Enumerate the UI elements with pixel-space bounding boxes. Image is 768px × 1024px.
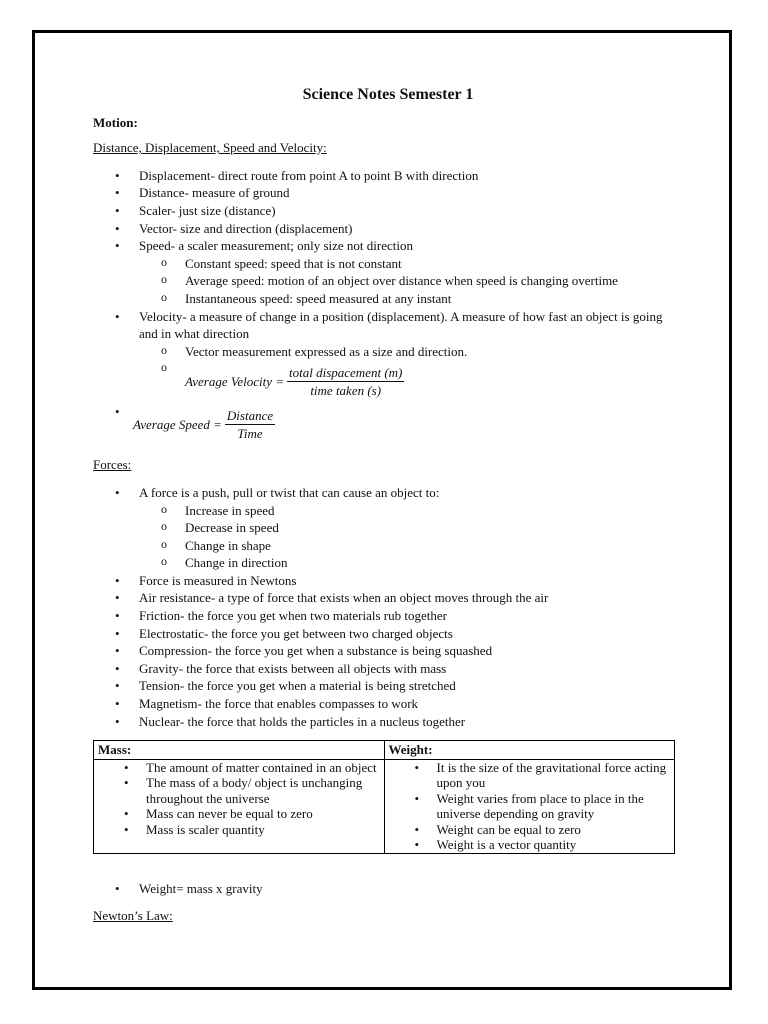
velocity-text: Velocity- a measure of change in a position (displacement). A measure of how fast an object is going and in what direction bbox=[139, 308, 663, 342]
velocity-sublist bbox=[139, 343, 683, 404]
list-item: • Compression- the force you get when a substance is being squashed bbox=[93, 642, 683, 660]
list-item: • Force is measured in Newtons bbox=[93, 572, 683, 590]
sub-list-item: o Instantaneous speed: speed measured at any instant bbox=[139, 290, 683, 308]
avg-velocity-numerator: total dispacement (m) bbox=[289, 365, 403, 381]
list-item: • Nuclear- the force that holds the particles in a nucleus together bbox=[93, 713, 683, 731]
speed-sublist bbox=[139, 255, 683, 308]
sub-list-item: o Constant speed: speed that is not constant bbox=[139, 255, 683, 273]
force-effects-sublist bbox=[139, 502, 683, 572]
list-item: • Tension- the force you get when a material is being stretched bbox=[93, 677, 683, 695]
avg-velocity-lhs: o Average Velocity = bbox=[185, 374, 285, 390]
motion-list bbox=[93, 167, 683, 447]
motion-heading: Motion: bbox=[93, 114, 138, 130]
avg-speed-lhs: • Average Speed = bbox=[133, 417, 222, 433]
avg-speed-fraction bbox=[225, 407, 275, 442]
list-item: • Scaler- just size (distance) bbox=[93, 202, 683, 220]
mass-weight-table bbox=[93, 740, 675, 854]
table-list-item: • Mass can never be equal to zero bbox=[98, 806, 380, 822]
list-item-speed bbox=[93, 237, 683, 307]
list-item: • Friction- the force you get when two materials rub together bbox=[93, 607, 683, 625]
section-heading-distance: Distance, Displacement, Speed and Velocity: bbox=[93, 140, 327, 156]
section-heading-forces: Forces: bbox=[93, 457, 132, 473]
weight-header: Weight: bbox=[384, 741, 675, 760]
list-item: • Vector- size and direction (displacement) bbox=[93, 220, 683, 238]
avg-speed-equation bbox=[93, 403, 683, 446]
list-item-force-intro bbox=[93, 484, 683, 572]
avg-speed-denominator: Time bbox=[237, 426, 263, 442]
weight-cell bbox=[384, 759, 675, 853]
table-list-item: • The amount of matter contained in an object bbox=[98, 760, 380, 776]
sub-list-item: o Increase in speed bbox=[139, 502, 683, 520]
sub-list-item: o Vector measurement expressed as a size and direction. bbox=[139, 343, 683, 361]
page-title: Science Notes Semester 1 bbox=[302, 86, 474, 103]
sub-list-item: o Change in direction bbox=[139, 554, 683, 572]
list-item: • Displacement- direct route from point A to point B with direction bbox=[93, 167, 683, 185]
weight-formula: • Weight= mass x gravity bbox=[93, 880, 683, 898]
table-list-item: • The mass of a body/ object is unchanging throughout the universe bbox=[98, 775, 380, 806]
list-item: • Magnetism- the force that enables compasses to work bbox=[93, 695, 683, 713]
table-list-item: • It is the size of the gravitational force acting upon you bbox=[389, 760, 671, 791]
sub-list-item: o Decrease in speed bbox=[139, 519, 683, 537]
table-list-item: • Weight varies from place to place in the universe depending on gravity bbox=[389, 791, 671, 822]
avg-velocity-denominator: time taken (s) bbox=[310, 383, 382, 399]
table-list-item: • Mass is scaler quantity bbox=[98, 822, 380, 838]
document-body bbox=[93, 86, 683, 935]
list-item: • Electrostatic- the force you get between two charged objects bbox=[93, 625, 683, 643]
weight-formula-list bbox=[93, 880, 683, 898]
avg-velocity-fraction bbox=[287, 364, 404, 399]
mass-cell bbox=[94, 759, 385, 853]
list-item-velocity bbox=[93, 308, 683, 404]
sub-list-item: o Change in shape bbox=[139, 537, 683, 555]
forces-list bbox=[93, 484, 683, 730]
list-item: • Air resistance- a type of force that exists when an object moves through the air bbox=[93, 589, 683, 607]
list-item: • Distance- measure of ground bbox=[93, 184, 683, 202]
section-heading-newtons-law: Newton’s Law: bbox=[93, 908, 173, 924]
list-item: • Gravity- the force that exists between all objects with mass bbox=[93, 660, 683, 678]
avg-speed-numerator: Distance bbox=[226, 408, 274, 424]
table-list-item: • Weight is a vector quantity bbox=[389, 837, 671, 853]
mass-header: Mass: bbox=[94, 741, 385, 760]
sub-list-item: o Average speed: motion of an object over distance when speed is changing overtime bbox=[139, 272, 683, 290]
force-intro-text: A force is a push, pull or twist that can cause an object to: bbox=[139, 484, 440, 500]
table-list-item: • Weight can be equal to zero bbox=[389, 822, 671, 838]
avg-velocity-equation bbox=[139, 360, 683, 403]
speed-text: Speed- a scaler measurement; only size not direction bbox=[139, 238, 413, 254]
